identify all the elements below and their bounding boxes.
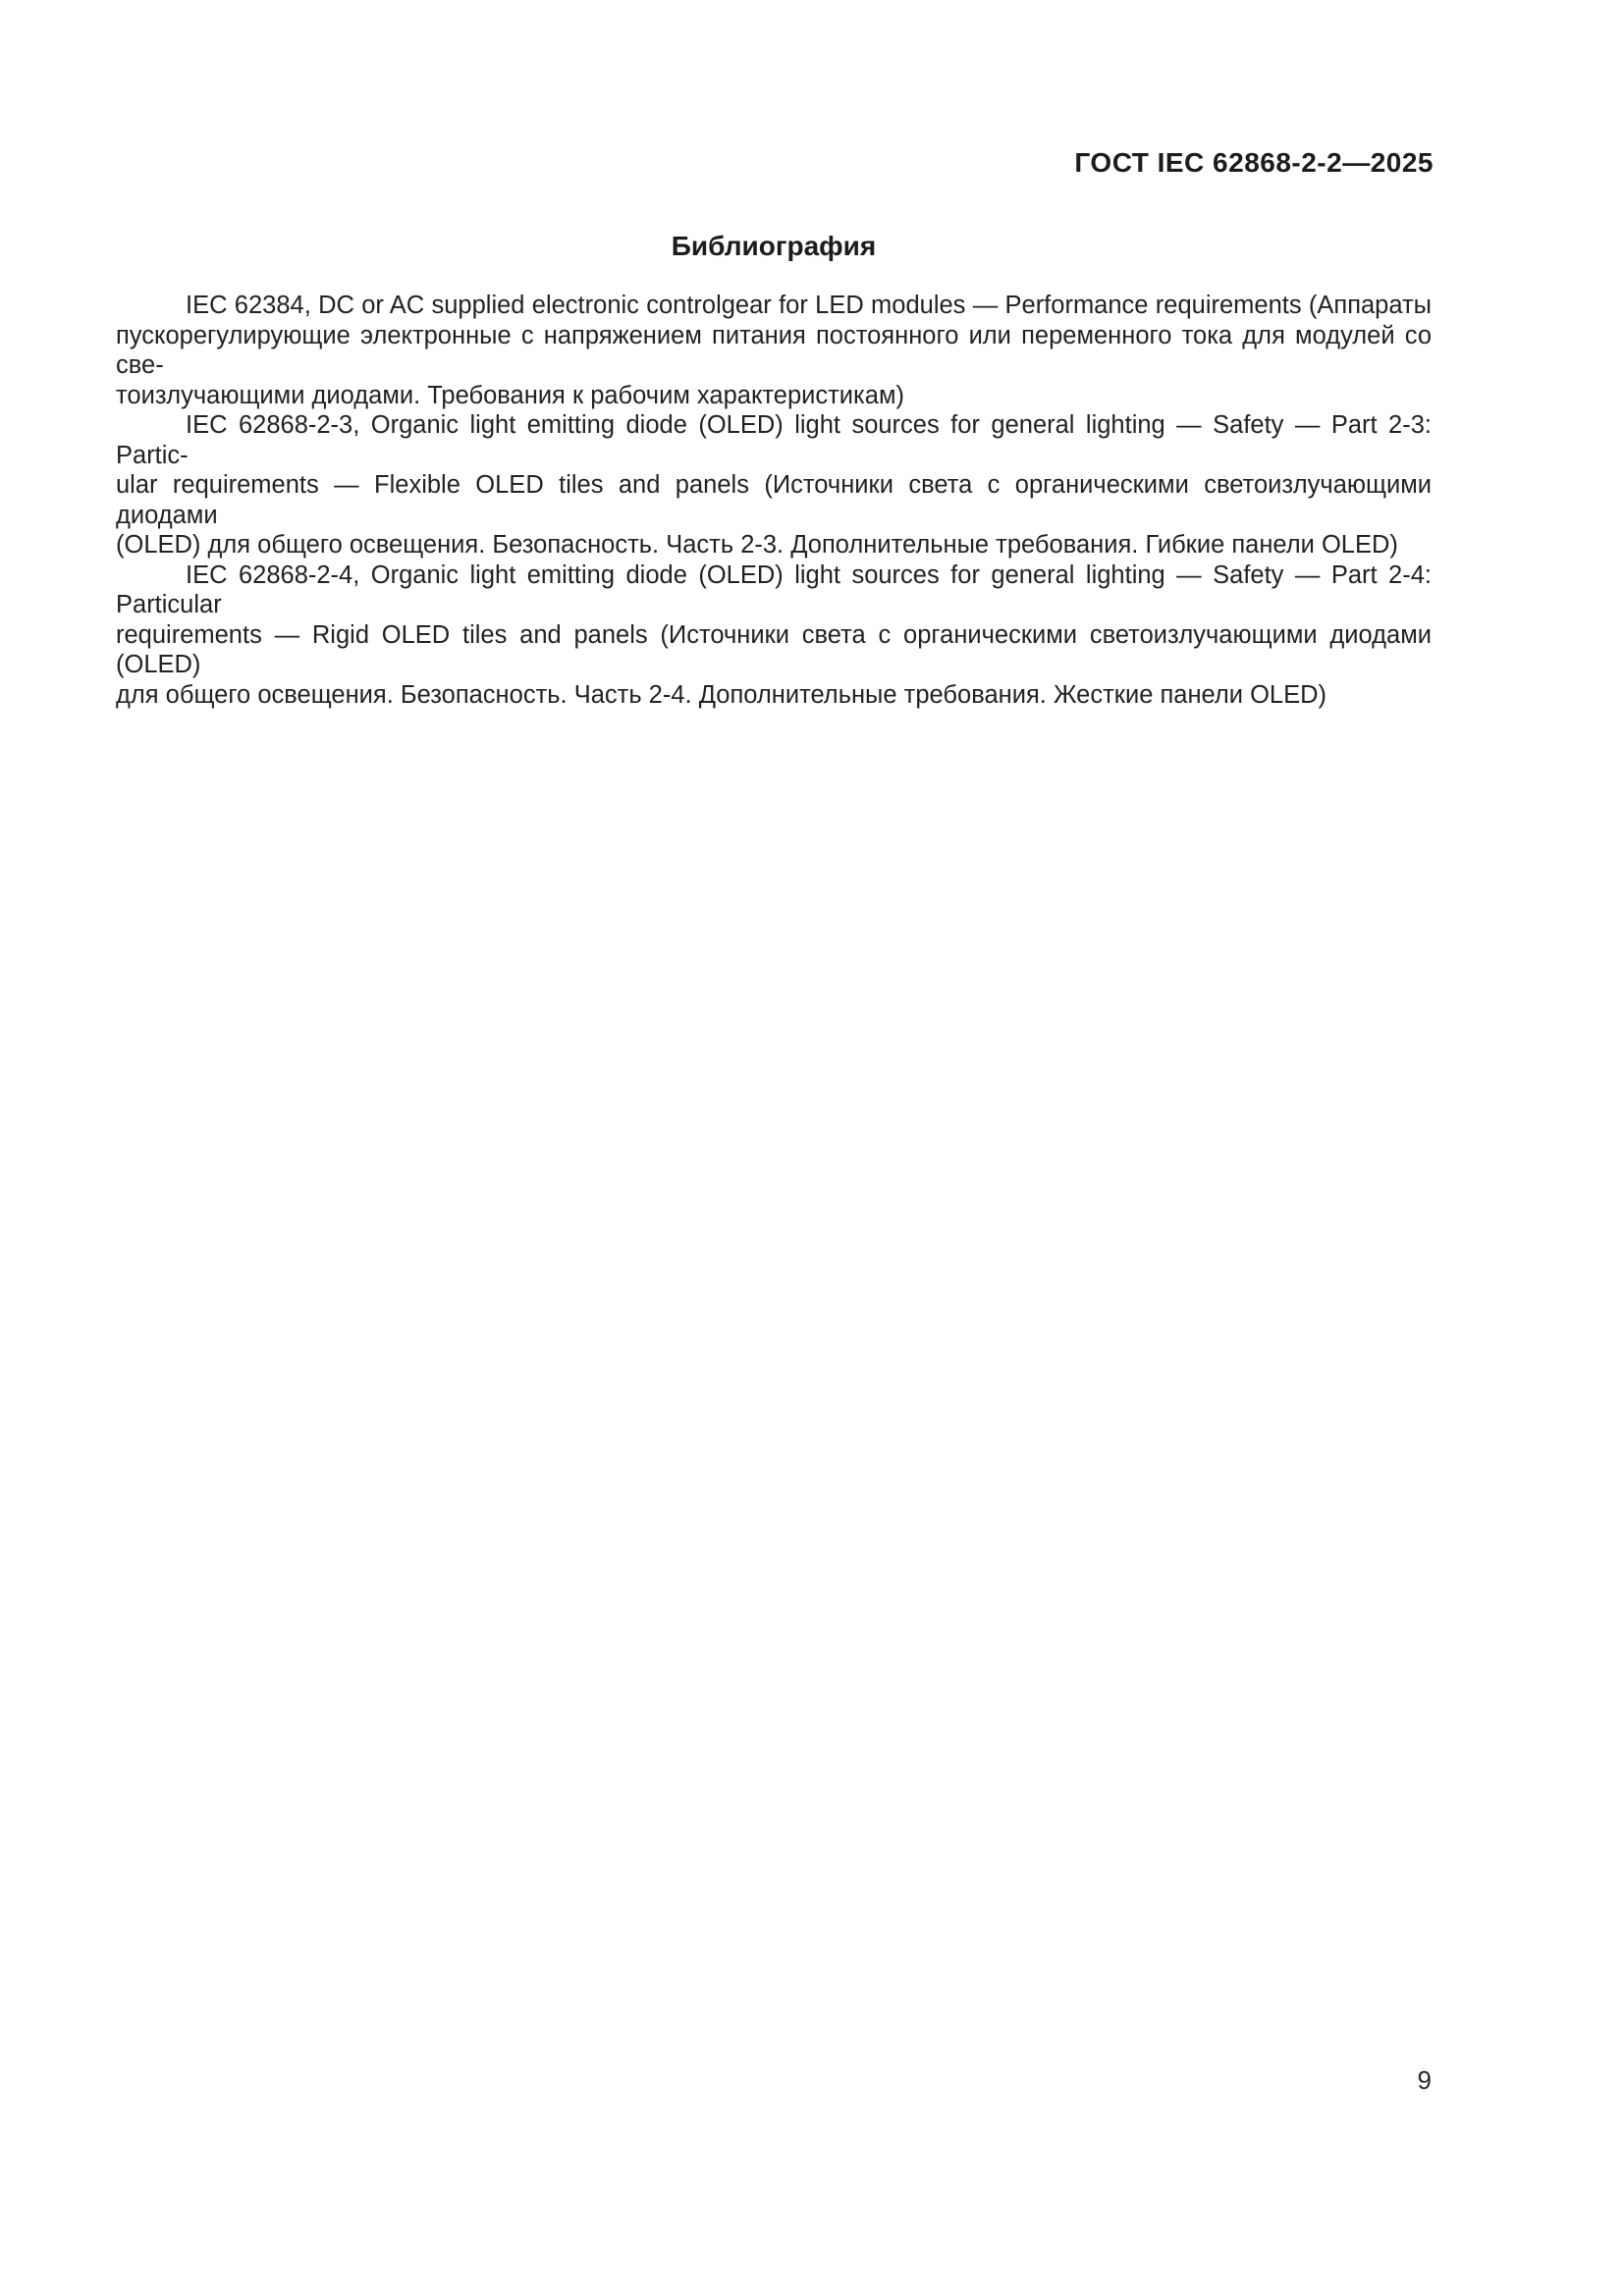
bibliography-entry-iec-62384 xyxy=(116,291,1432,410)
text-line: IEC 62384, DC or AC supplied electronic controlgear for LED modules — Performance requirements (Аппараты xyxy=(186,292,1432,319)
text-line: пускорегулирующие электронные с напряжением питания постоянного или переменного тока для модулей со све- xyxy=(116,321,1432,379)
text-line: тоизлучающими диодами. Требования к рабочим характеристикам) xyxy=(116,381,904,409)
bibliography-entry-iec-62868-2-4 xyxy=(116,561,1432,711)
bibliography-entry-iec-62868-2-3 xyxy=(116,410,1432,561)
section-title: Библиография xyxy=(671,231,877,261)
text-line: (OLED) для общего освещения. Безопасность. Часть 2-3. Дополнительные требования. Гибкие панели OLED) xyxy=(116,531,1398,559)
text-line: requirements — Rigid OLED tiles and panels (Источники света с органическими светоизлучающими диодами (OLED) xyxy=(116,620,1432,678)
text-line: IEC 62868-2-3, Organic light emitting diode (OLED) light sources for general lighting — Safety — Part 2-3: Partic- xyxy=(116,411,1432,469)
text-line: для общего освещения. Безопасность. Часть 2-4. Дополнительные требования. Жесткие панели OLED) xyxy=(116,680,1327,709)
standard-designation-header: ГОСТ IEC 62868-2-2—2025 xyxy=(1074,147,1434,178)
bibliography-content xyxy=(116,291,1432,710)
text-line: IEC 62868-2-4, Organic light emitting diode (OLED) light sources for general lighting — Safety — Part 2-4: Particular xyxy=(116,561,1432,618)
text-line: ular requirements — Flexible OLED tiles and panels (Источники света с органическими светоизлучающими диодами xyxy=(116,471,1432,529)
page-number: 9 xyxy=(1417,2065,1432,2095)
